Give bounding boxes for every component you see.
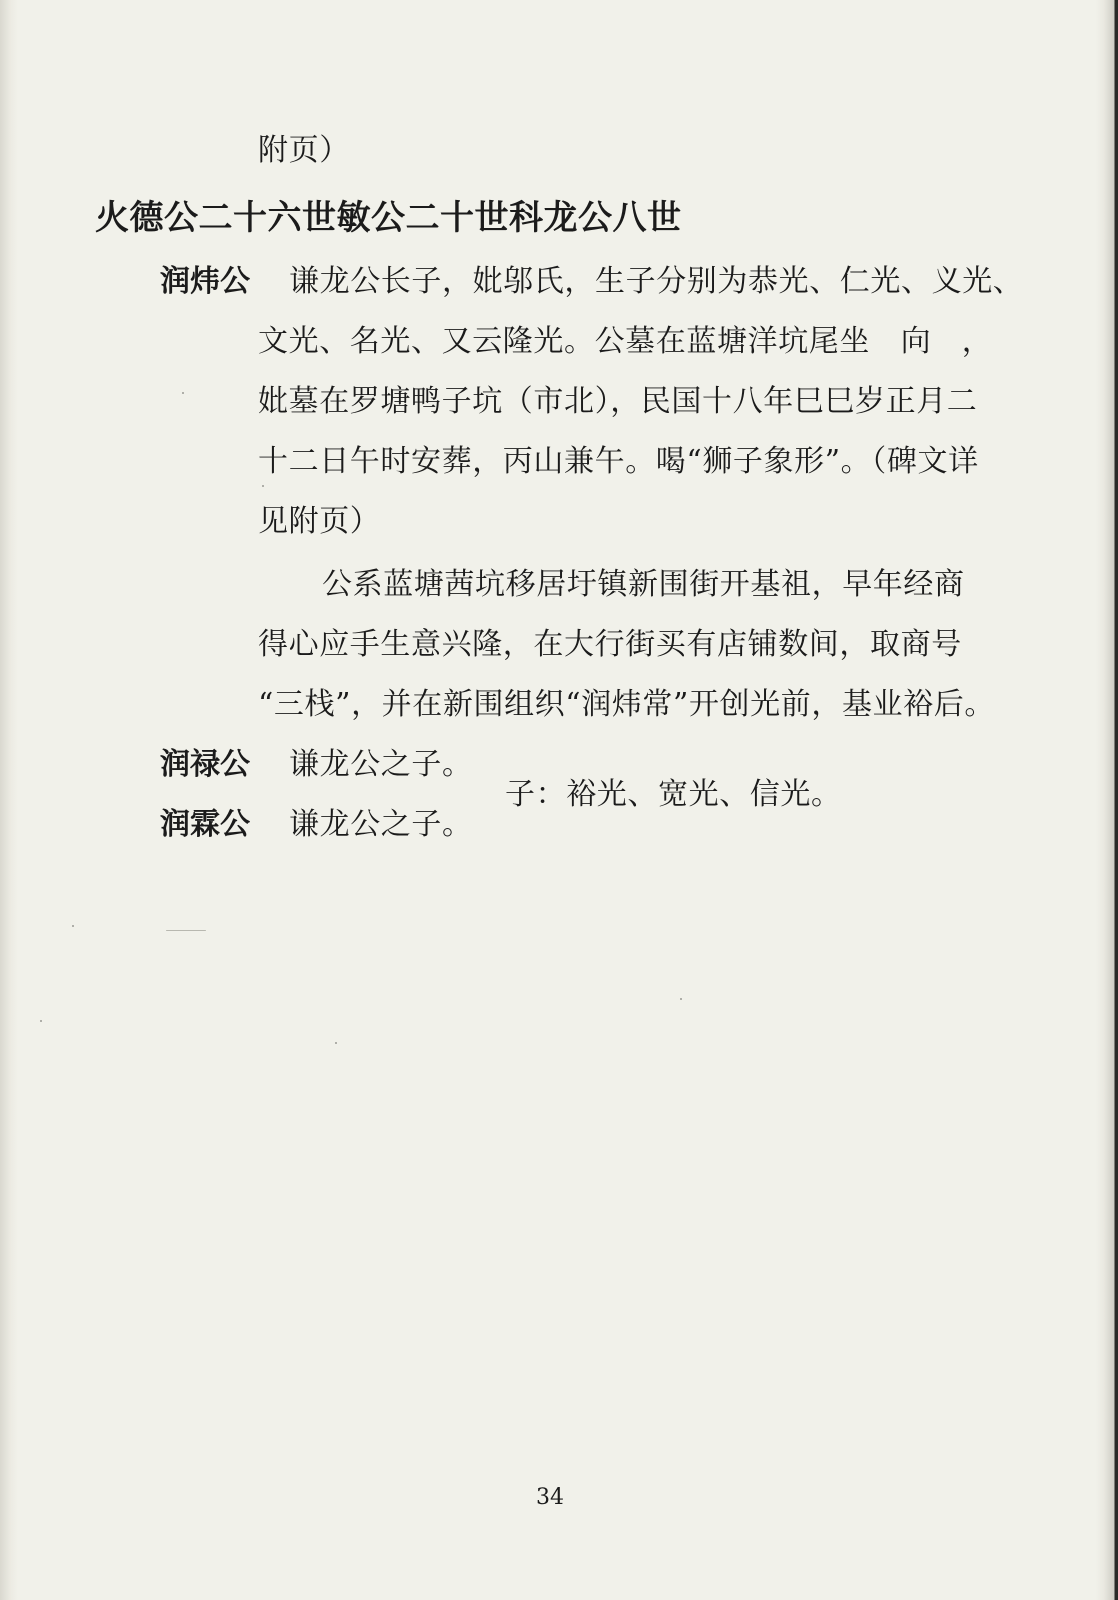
scan-speck (72, 925, 74, 927)
entry-line: 谦龙公长子，妣邬氏，生子分别为恭光、仁光、义光、 (289, 264, 1024, 299)
entry-name-runlin: 润霖公 (160, 807, 250, 842)
entry-line: 妣墓在罗塘鸭子坑（市北），民国十八年巳巳岁正月二 (258, 384, 978, 419)
continuation-line: 附页） (258, 133, 350, 168)
scan-speck (680, 998, 682, 1000)
page-number: 34 (536, 1485, 564, 1510)
scan-speck (40, 1020, 42, 1022)
entry-name-runwei: 润炜公 (160, 264, 250, 299)
entry-line: 见附页） (258, 504, 381, 539)
biography-line: 得心应手生意兴隆，在大行街买有店铺数间，取商号 (258, 627, 962, 662)
entry-name-runlu: 润禄公 (160, 747, 250, 782)
biography-line: “三栈”，并在新围组织“润炜常”开创光前，基业裕后。 (258, 687, 995, 722)
biography-line: 公系蓝塘茜坑移居圩镇新围街开基祖，早年经商 (322, 567, 965, 602)
generation-heading: 火德公二十六世敏公二十世科龙公八世 (95, 198, 682, 238)
entry-text: 谦龙公之子。 (289, 747, 473, 782)
page-right-edge (1096, 0, 1118, 1600)
entry-text: 谦龙公之子。 (289, 807, 473, 842)
scan-speck (182, 392, 184, 394)
page-left-edge (0, 0, 18, 1600)
scan-speck (335, 1042, 337, 1044)
entry-line: 文光、名光、又云隆光。公墓在蓝塘洋坑尾坐 向 ， (258, 324, 993, 359)
scan-speck (166, 930, 206, 931)
entry-line: 十二日午时安葬，丙山兼午。喝“狮子象形”。（碑文详 (258, 444, 979, 479)
sons-note: 子：裕光、宽光、信光。 (505, 777, 842, 812)
scan-speck (262, 485, 264, 487)
